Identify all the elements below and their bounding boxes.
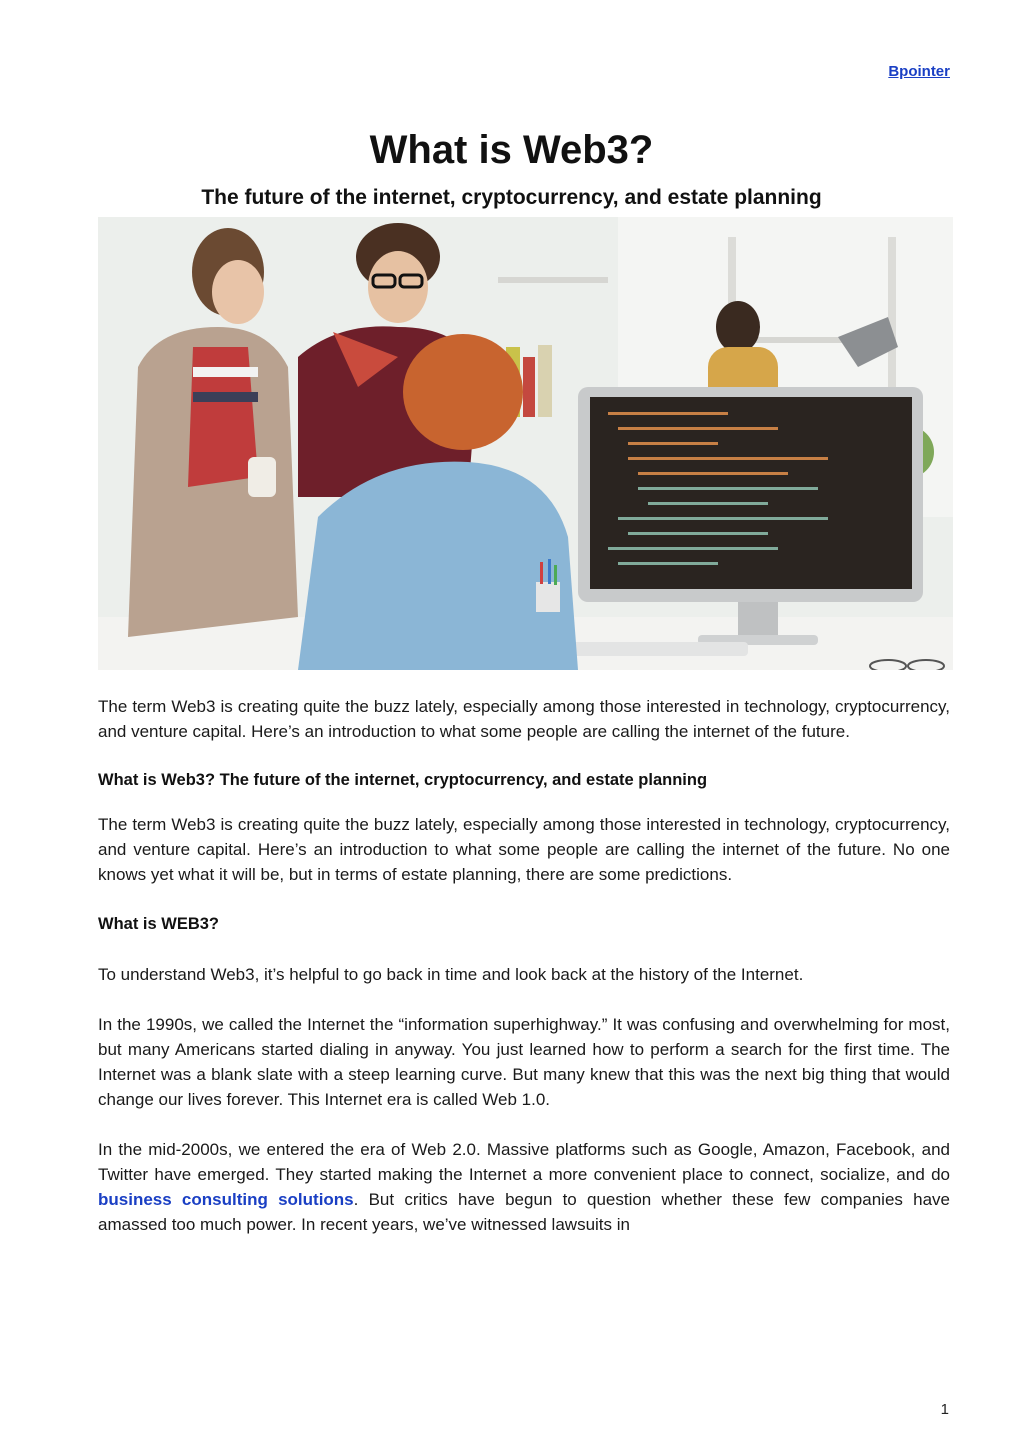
section-heading-what-is-web3: What is WEB3? bbox=[98, 915, 220, 933]
business-consulting-solutions-link[interactable]: business consulting solutions bbox=[98, 1190, 354, 1209]
article-subtitle: The future of the internet, cryptocurrency, and estate planning bbox=[201, 186, 822, 209]
article-body bbox=[98, 694, 950, 1237]
web2-text-after-link: . But critics have begun to question whether these few companies have amassed too much power. In recent years, we’ve witnessed lawsuits in bbox=[98, 1190, 950, 1234]
section1-paragraph: The term Web3 is creating quite the buzz lately, especially among those interested in technology, cryptocurrency, and venture capital. Here’s an introduction to what some people are calling the internet of the future. No one knows yet what it will be, but in terms of estate planning, there are some predictions. bbox=[98, 815, 950, 884]
page-number: 1 bbox=[940, 1401, 949, 1418]
bpointer-link[interactable]: Bpointer bbox=[888, 63, 950, 80]
web2-text-before-link: In the mid-2000s, we entered the era of Web 2.0. Massive platforms such as Google, Amazon, Facebook, and Twitter have emerged. They started making the Internet a more convenient place to connect, socialize, and do bbox=[98, 1140, 950, 1184]
hero-image bbox=[98, 217, 953, 670]
section-heading-web3-future: What is Web3? The future of the internet, cryptocurrency, and estate planning bbox=[98, 771, 708, 789]
office-photo-illustration bbox=[98, 217, 953, 670]
web2-paragraph bbox=[98, 1137, 950, 1237]
history-intro-paragraph: To understand Web3, it’s helpful to go back in time and look back at the history of the Internet. bbox=[98, 965, 804, 984]
intro-paragraph: The term Web3 is creating quite the buzz lately, especially among those interested in technology, cryptocurrency, and venture capital. Here’s an introduction to what some people are calling the internet of the future. bbox=[98, 697, 950, 741]
web1-paragraph: In the 1990s, we called the Internet the “information superhighway.” It was confusing and overwhelming for most, but many Americans started dialing in anyway. You just learned how to perform a search for the first time. The Internet was a blank slate with a steep learning curve. But many knew that this was the next big thing that would change our lives forever. This Internet era is called Web 1.0. bbox=[98, 1015, 950, 1109]
article-title: What is Web3? bbox=[369, 128, 654, 172]
